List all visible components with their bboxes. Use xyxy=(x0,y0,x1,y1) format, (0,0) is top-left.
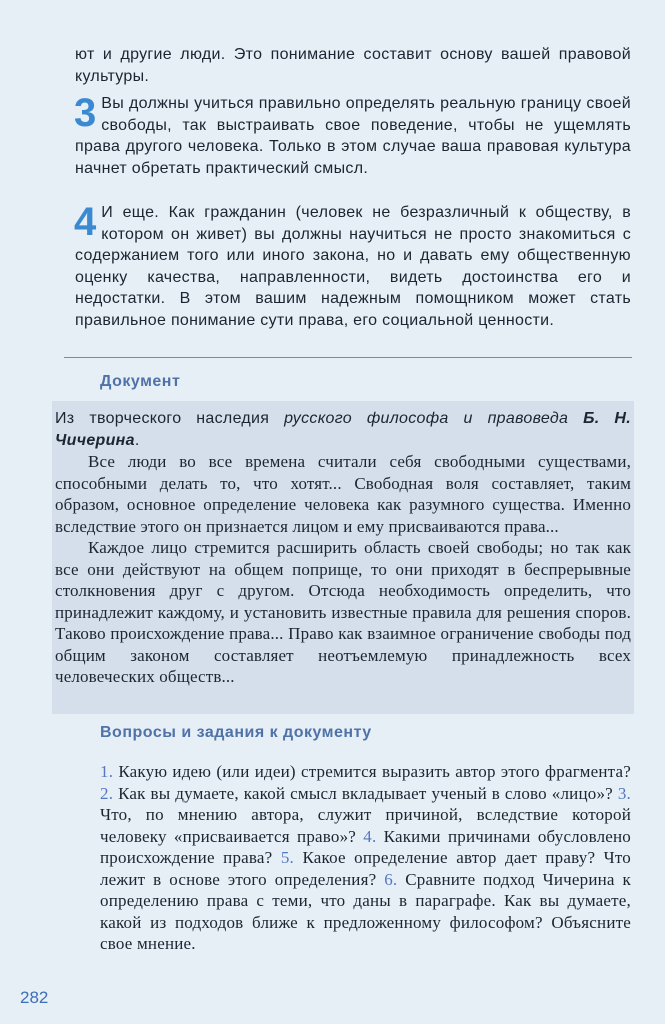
question-text: Что, по мнению автора, служит причиной, вследствие которой человеку «присваивается право»? xyxy=(100,805,631,846)
question-number: 2. xyxy=(100,783,114,803)
question-number: 5. xyxy=(280,848,294,867)
document-heading: Документ xyxy=(100,373,181,390)
document-body xyxy=(55,451,631,688)
lead-continuation: ют и другие люди. Это понимание составит основу вашей правовой культуры. xyxy=(75,46,631,85)
item-number: 4 xyxy=(74,200,97,244)
document-intro xyxy=(55,408,631,451)
questions-body xyxy=(100,761,631,955)
item-text: И еще. Как гражданин (человек не безразличный к обществу, в котором он живет) вы должны научиться не просто знакомиться с содержанием того или иного закона, но и давать ему общественную оценку качества, направленности, видеть достоинства его и недостатки. В этом вашим надежным помощником может стать правильное понимание сути права, его социальной ценности. xyxy=(75,204,631,329)
question-text: Какими причинами обусловлено происхождение права? xyxy=(100,826,631,867)
numbered-item-3 xyxy=(75,93,631,179)
question-text: Какую идею (или идеи) стремится выразить автор этого фрагмента? xyxy=(118,762,631,781)
numbered-item-4 xyxy=(75,202,631,331)
question-text: Как вы думаете, какой смысл вкладывает ученый в слово «лицо»? xyxy=(118,783,613,803)
questions-heading: Вопросы и задания к документу xyxy=(100,724,372,741)
section-divider xyxy=(64,357,632,358)
question-number: 6. xyxy=(384,869,398,889)
question-number: 3. xyxy=(617,783,631,803)
question-number: 4. xyxy=(363,826,377,846)
intro-end: . xyxy=(134,431,140,449)
intro-author: Б. Н. Чичерина xyxy=(55,410,631,449)
document-paragraph: Все люди во все времена считали себя свободными существами, способными делать то, что хотят... Свободная воля составляет, таким образом, основное определение человека как разумного существа. Именно вследствие этого он признается лицом и ему присваиваются права... xyxy=(55,452,631,536)
question-number: 1. xyxy=(100,762,114,781)
intro-plain: Из творческого наследия xyxy=(55,410,285,427)
intro-italic: русского философа и правоведа xyxy=(284,410,569,427)
item-number: 3 xyxy=(74,91,97,135)
question-text: Какое определение автор дает праву? Что лежит в основе этого определения? xyxy=(100,848,632,889)
page-number: 282 xyxy=(20,988,49,1007)
question-text: Сравните подход Чичерина к определению права с теми, что даны в параграфе. Как вы думаете, какой из подходов ближе к предложенному философом? Объясните свое мнение. xyxy=(100,869,631,953)
document-paragraph: Каждое лицо стремится расширить область своей свободы; но так как все они действуют на общем поприще, то они приходят в беспрерывные столкновения друг с другом. Отсюда необходимость определить, что принадлежит каждому, и установить известные правила для решения споров. Таково происхождение права... Право как взаимное ограничение свободы под общим законом составляет неотъемлемую принадлежность всех человеческих обществ... xyxy=(55,538,631,686)
item-text: Вы должны учиться правильно определять реальную границу своей свободы, так выстраивать свое поведение, чтобы не ущемлять права другого человека. Только в этом случае ваша правовая культура начнет обретать практический смысл. xyxy=(75,95,631,177)
